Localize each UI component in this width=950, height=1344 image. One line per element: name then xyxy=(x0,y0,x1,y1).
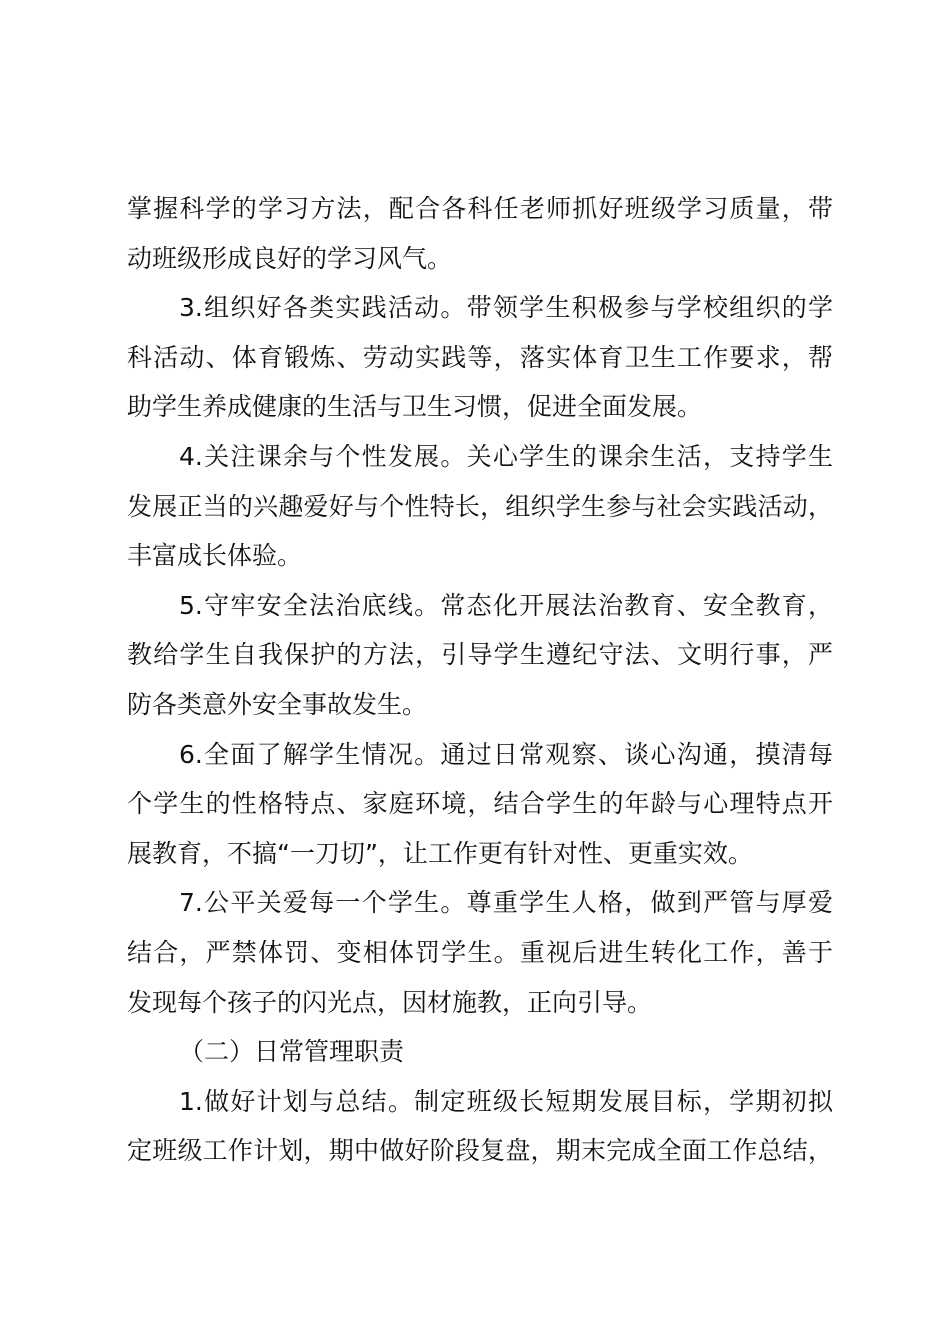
text-line: 科活动、体育锻炼、劳动实践等，落实体育卫生工作要求，帮 xyxy=(127,342,833,372)
text-line: 丰富成长体验。 xyxy=(127,541,303,571)
text-line: 动班级形成良好的学习风气。 xyxy=(127,243,453,273)
text-line: 结合，严禁体罚、变相体罚学生。重视后进生转化工作，善于 xyxy=(127,937,833,967)
text-line: 助学生养成健康的生活与卫生习惯，促进全面发展。 xyxy=(127,392,703,422)
text-line: 4.关注课余与个性发展。关心学生的课余生活，支持学生 xyxy=(179,441,833,471)
text-line: 防各类意外安全事故发生。 xyxy=(127,689,428,719)
text-line: 5.守牢安全法治底线。常态化开展法治教育、安全教育， xyxy=(179,590,833,620)
text-line: 7.公平关爱每一个学生。尊重学生人格，做到严管与厚爱 xyxy=(179,888,833,918)
text-line: 教给学生自我保护的方法，引导学生遵纪守法、文明行事，严 xyxy=(127,640,833,670)
text-line: 6.全面了解学生情况。通过日常观察、谈心沟通，摸清每 xyxy=(179,739,833,769)
text-line: 个学生的性格特点、家庭环境，结合学生的年龄与心理特点开 xyxy=(127,789,833,819)
text-line: 掌握科学的学习方法，配合各科任老师抓好班级学习质量，带 xyxy=(127,194,833,223)
text-line: 展教育，不搞“一刀切”，让工作更有针对性、更重实效。 xyxy=(127,838,753,868)
text-line: 3.组织好各类实践活动。带领学生积极参与学校组织的学 xyxy=(179,293,833,323)
text-line: 发现每个孩子的闪光点，因材施教，正向引导。 xyxy=(127,987,653,1017)
text-line: 定班级工作计划，期中做好阶段复盘，期末完成全面工作总结， xyxy=(127,1136,833,1166)
text-line: 发展正当的兴趣爱好与个性特长，组织学生参与社会实践活动， xyxy=(127,491,833,521)
document-body xyxy=(127,184,833,1176)
text-line: （二）日常管理职责 xyxy=(179,1037,405,1067)
text-line: 1.做好计划与总结。制定班级长短期发展目标，学期初拟 xyxy=(179,1086,833,1116)
